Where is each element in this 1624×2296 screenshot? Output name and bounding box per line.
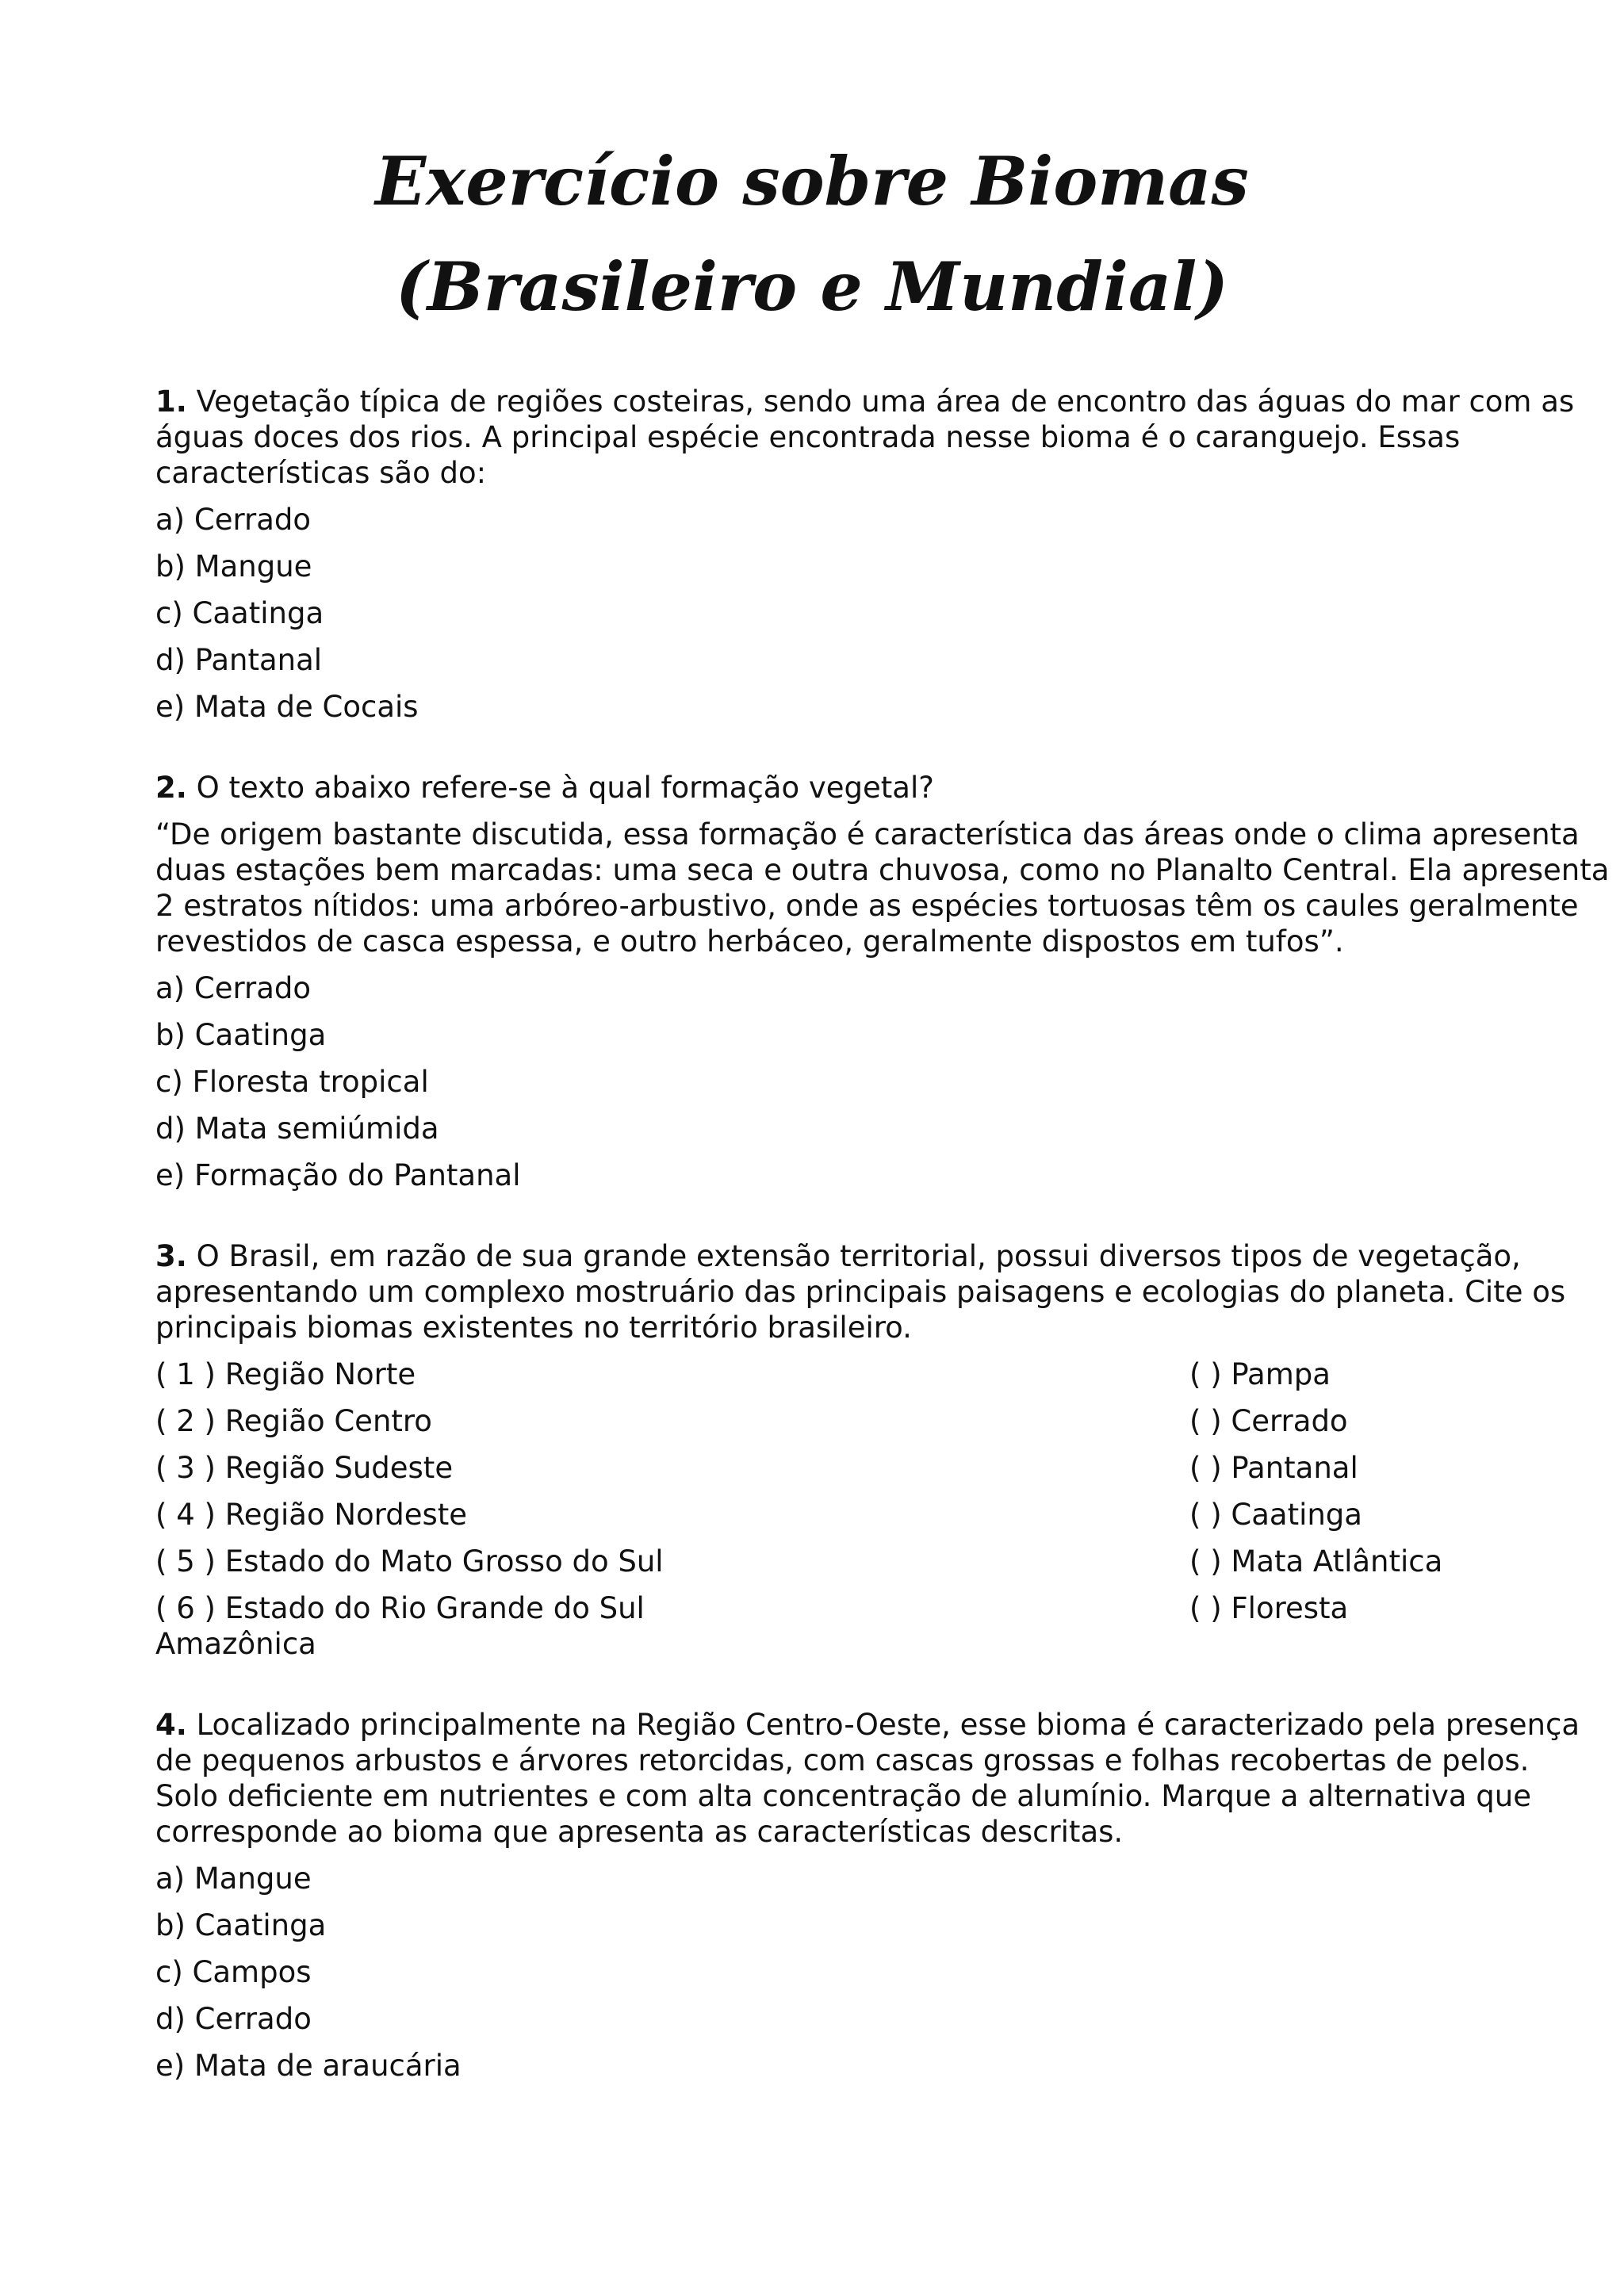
- q1-option-b: b) Mangue: [155, 549, 312, 584]
- question-1-text: águas doces dos rios. A principal espécie encontrada nesse bioma é o caranguejo. Essas: [155, 420, 1461, 454]
- q2-option-c: c) Floresta tropical: [155, 1065, 429, 1099]
- q4-option-c: c) Campos: [155, 1955, 312, 1989]
- question-4-text: de pequenos arbustos e árvores retorcidas, com cascas grossas e folhas recobertas de pelos.: [155, 1743, 1530, 1777]
- q2-option-d: d) Mata semiúmida: [155, 1112, 439, 1146]
- question-1-line: [155, 385, 1575, 419]
- q3-left-item: ( 6 ) Estado do Rio Grande do Sul: [155, 1591, 645, 1625]
- q3-right-item: ( ) Cerrado: [1189, 1404, 1348, 1438]
- question-3-text: principais biomas existentes no território brasileiro.: [155, 1311, 912, 1345]
- question-4-text: Solo deficiente em nutrientes e com alta concentração de alumínio. Marque a alternativa que: [155, 1779, 1531, 1813]
- title-line-1: Exercício sobre Biomas: [375, 142, 1249, 220]
- q3-left-item: ( 2 ) Região Centro: [155, 1404, 432, 1438]
- question-number: 4.: [155, 1708, 187, 1742]
- question-4-line: [155, 1708, 1580, 1742]
- question-1-text: características são do:: [155, 456, 487, 490]
- q1-option-e: e) Mata de Cocais: [155, 690, 419, 724]
- question-4-text: corresponde ao bioma que apresenta as características descritas.: [155, 1815, 1124, 1849]
- q3-left-item: ( 3 ) Região Sudeste: [155, 1451, 454, 1485]
- q3-continuation: Amazônica: [155, 1627, 316, 1661]
- question-2-quote: revestidos de casca espessa, e outro herbáceo, geralmente dispostos em tufos”.: [155, 924, 1344, 959]
- q2-option-e: e) Formação do Pantanal: [155, 1158, 521, 1192]
- q3-right-item: ( ) Floresta: [1189, 1591, 1349, 1625]
- question-number: 1.: [155, 385, 187, 419]
- q3-right-item: ( ) Caatinga: [1189, 1498, 1362, 1532]
- q2-option-a: a) Cerrado: [155, 971, 312, 1005]
- question-3-line: [155, 1239, 1521, 1273]
- question-text: O Brasil, em razão de sua grande extensão territorial, possui diversos tipos de vegetação,: [196, 1239, 1521, 1273]
- title-line-2: (Brasileiro e Mundial): [396, 247, 1228, 326]
- q1-option-c: c) Caatinga: [155, 596, 324, 630]
- q3-left-item: ( 4 ) Região Nordeste: [155, 1498, 468, 1532]
- q4-option-b: b) Caatinga: [155, 1908, 327, 1942]
- q4-option-a: a) Mangue: [155, 1862, 312, 1896]
- question-number: 2.: [155, 771, 187, 805]
- question-text: O texto abaixo refere-se à qual formação vegetal?: [196, 771, 934, 805]
- question-text: Localizado principalmente na Região Centro-Oeste, esse bioma é caracterizado pela presença: [196, 1708, 1580, 1742]
- q3-right-item: ( ) Pantanal: [1189, 1451, 1358, 1485]
- question-number: 3.: [155, 1239, 187, 1273]
- question-2-quote: duas estações bem marcadas: uma seca e outra chuvosa, como no Planalto Central. Ela apresenta: [155, 853, 1610, 887]
- question-text: Vegetação típica de regiões costeiras, sendo uma área de encontro das águas do mar com as: [196, 385, 1575, 419]
- q1-option-a: a) Cerrado: [155, 503, 312, 537]
- q3-left-item: ( 1 ) Região Norte: [155, 1357, 416, 1391]
- question-2-quote: 2 estratos nítidos: uma arbóreo-arbustivo, onde as espécies tortuosas têm os caules geralmente: [155, 889, 1579, 923]
- q2-option-b: b) Caatinga: [155, 1018, 327, 1052]
- q1-option-d: d) Pantanal: [155, 643, 323, 677]
- question-2-line: [155, 771, 934, 805]
- question-2-quote: “De origem bastante discutida, essa formação é característica das áreas onde o clima apresenta: [155, 817, 1580, 851]
- q3-left-item: ( 5 ) Estado do Mato Grosso do Sul: [155, 1544, 664, 1578]
- question-3-text: apresentando um complexo mostruário das principais paisagens e ecologias do planeta. Cite os: [155, 1275, 1566, 1309]
- q4-option-e: e) Mata de araucária: [155, 2049, 462, 2083]
- q3-right-item: ( ) Pampa: [1189, 1357, 1331, 1391]
- q4-option-d: d) Cerrado: [155, 2002, 312, 2036]
- q3-right-item: ( ) Mata Atlântica: [1189, 1544, 1443, 1578]
